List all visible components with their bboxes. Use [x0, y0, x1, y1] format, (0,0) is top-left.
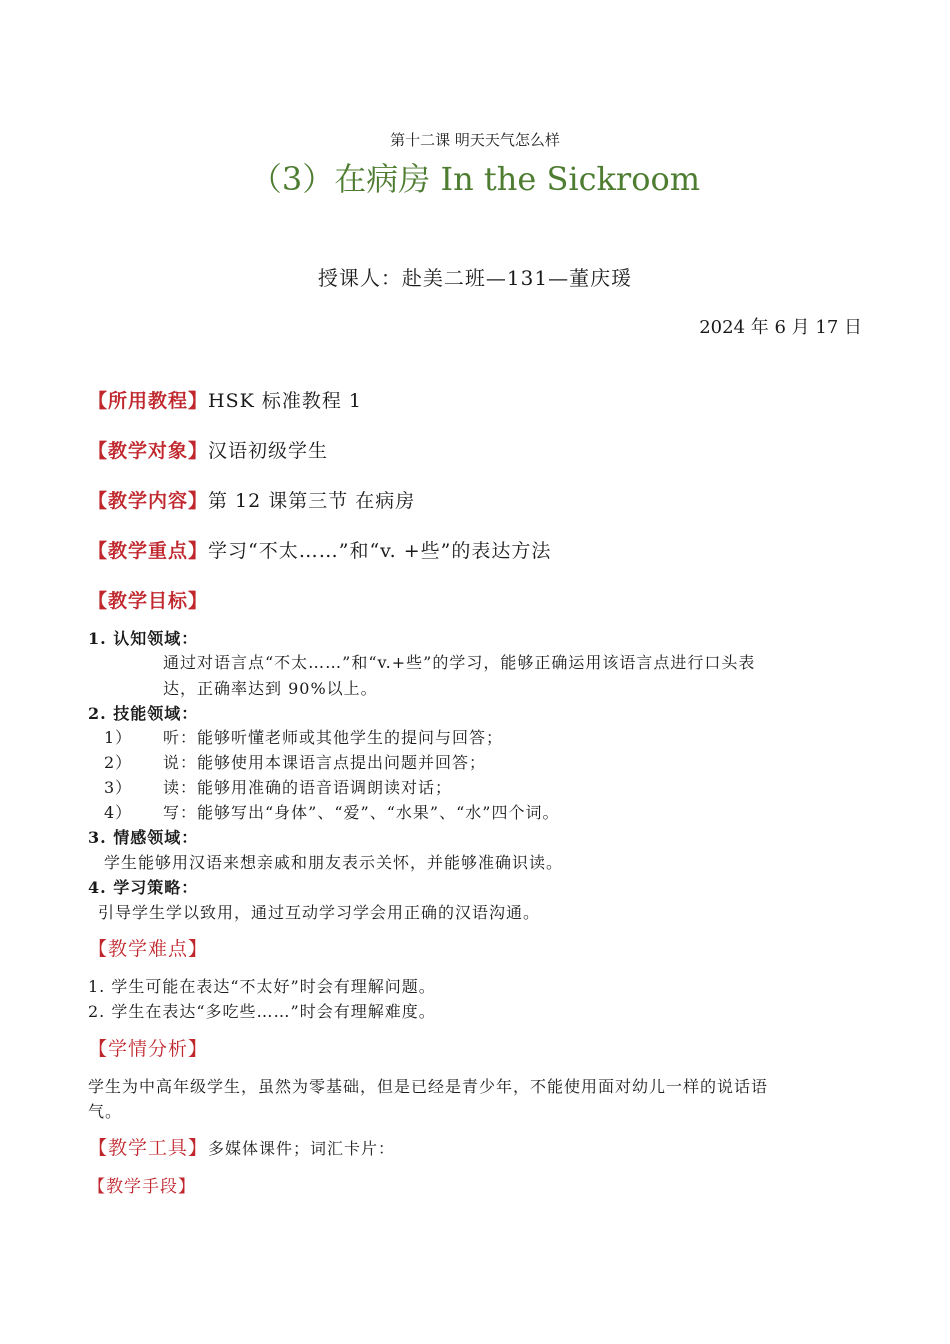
field-value: 学习“不太……”和“v. +些”的表达方法	[208, 540, 552, 562]
skill-num: 1）	[104, 728, 133, 747]
goal-emotion-text: 学生能够用汉语来想亲戚和朋友表示关怀，并能够准确识读。	[104, 853, 564, 872]
goals-heading: 【教学目标】	[88, 590, 209, 612]
difficulty-item: 1. 学生可能在表达“不太好”时会有理解问题。	[88, 977, 436, 996]
field-content	[88, 486, 415, 513]
goal-skill-title: 2. 技能领域：	[88, 704, 199, 723]
field-label: 【教学内容】	[88, 490, 209, 512]
date: 2024 年 6 月 17 日	[699, 317, 862, 338]
skill-text: 写：能够写出“身体”、“爱”、“水果”、“水”四个词。	[163, 803, 560, 822]
page-title: （3）在病房 In the Sickroom	[249, 160, 701, 198]
skill-text: 听：能够听懂老师或其他学生的提问与回答；	[163, 728, 504, 747]
analysis-line1: 学生为中高年级学生，虽然为零基础，但是已经是青少年，不能使用面对幼儿一样的说话语	[88, 1077, 769, 1096]
means-heading: 【教学手段】	[88, 1177, 196, 1197]
field-focus	[88, 536, 551, 563]
skill-num: 2）	[104, 753, 133, 772]
difficulty-item: 2. 学生在表达“多吃些……”时会有理解难度。	[88, 1002, 436, 1021]
teacher-line: 授课人：赴美二班—131—董庆瑗	[317, 266, 633, 290]
goal-strategy-title: 4. 学习策略：	[88, 878, 199, 897]
skill-text: 读：能够用准确的语音语调朗读对话；	[163, 778, 453, 797]
skill-text: 说：能够使用本课语言点提出问题并回答；	[163, 753, 487, 772]
goal-cognitive-title: 1. 认知领域：	[88, 629, 199, 648]
difficulty-heading: 【教学难点】	[88, 938, 209, 960]
field-value: 汉语初级学生	[208, 440, 329, 462]
field-target	[88, 436, 328, 463]
field-label: 【所用教程】	[88, 390, 209, 412]
goal-cognitive-line1: 通过对语言点“不太……”和“v.+些”的学习，能够正确运用该语言点进行口头表	[163, 653, 756, 672]
goal-emotion-title: 3. 情感领域：	[88, 828, 199, 847]
field-value: 多媒体课件；词汇卡片：	[208, 1139, 396, 1158]
field-value: HSK 标准教程 1	[208, 390, 362, 412]
analysis-line2: 气。	[88, 1102, 123, 1121]
field-label: 【教学对象】	[88, 440, 209, 462]
field-label: 【教学重点】	[88, 540, 209, 562]
field-value: 第 12 课第三节 在病房	[208, 490, 416, 512]
field-tools	[88, 1133, 395, 1160]
goal-cognitive-line2: 达，正确率达到 90%以上。	[163, 679, 378, 698]
skill-num: 4）	[104, 803, 133, 822]
goal-strategy-text: 引导学生学以致用，通过互动学习学会用正确的汉语沟通。	[98, 903, 541, 922]
lesson-subtitle: 第十二课 明天天气怎么样	[390, 131, 560, 149]
skill-num: 3）	[104, 778, 133, 797]
analysis-heading: 【学情分析】	[88, 1038, 209, 1060]
field-label: 【教学工具】	[88, 1137, 209, 1159]
field-textbook	[88, 386, 362, 413]
